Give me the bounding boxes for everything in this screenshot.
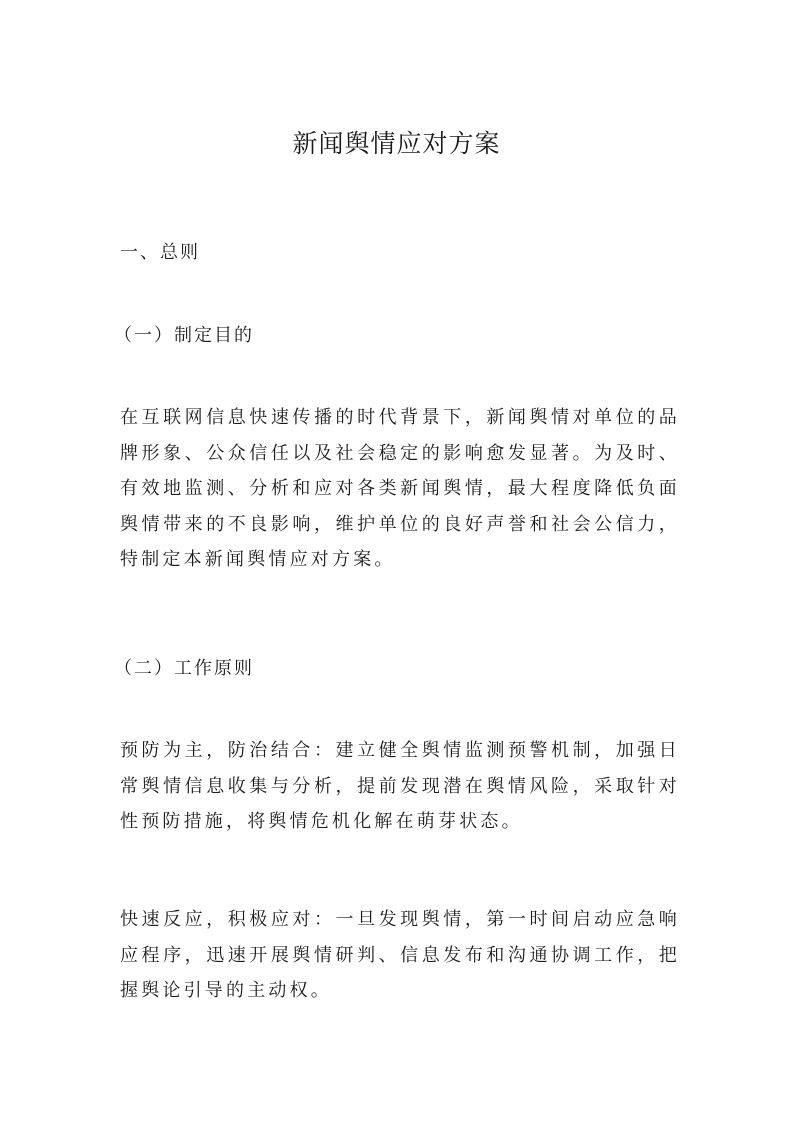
paragraph-principle-response: 快速反应，积极应对：一旦发现舆情，第一时间启动应急响应程序，迅速开展舆情研判、信息发布和沟通协调工作，把握舆论引导的主动权。 <box>120 909 680 1002</box>
paragraph-purpose: 在互联网信息快速传播的时代背景下，新闻舆情对单位的品牌形象、公众信任以及社会稳定的影响愈发显著。为及时、有效地监测、分析和应对各类新闻舆情，最大程度降低负面舆情带来的不良影响，维护单位的良好声誉和社会公信力，特制定本新闻舆情应对方案。 <box>120 407 680 571</box>
subsection-heading-principles: （二）工作原则 <box>114 658 254 679</box>
section-heading-general: 一、总则 <box>120 242 200 263</box>
document-title: 新闻舆情应对方案 <box>292 129 501 158</box>
paragraph-principle-prevention: 预防为主，防治结合：建立健全舆情监测预警机制，加强日常舆情信息收集与分析，提前发现潜在舆情风险，采取针对性预防措施，将舆情危机化解在萌芽状态。 <box>120 740 680 833</box>
subsection-heading-purpose: （一）制定目的 <box>114 325 254 346</box>
